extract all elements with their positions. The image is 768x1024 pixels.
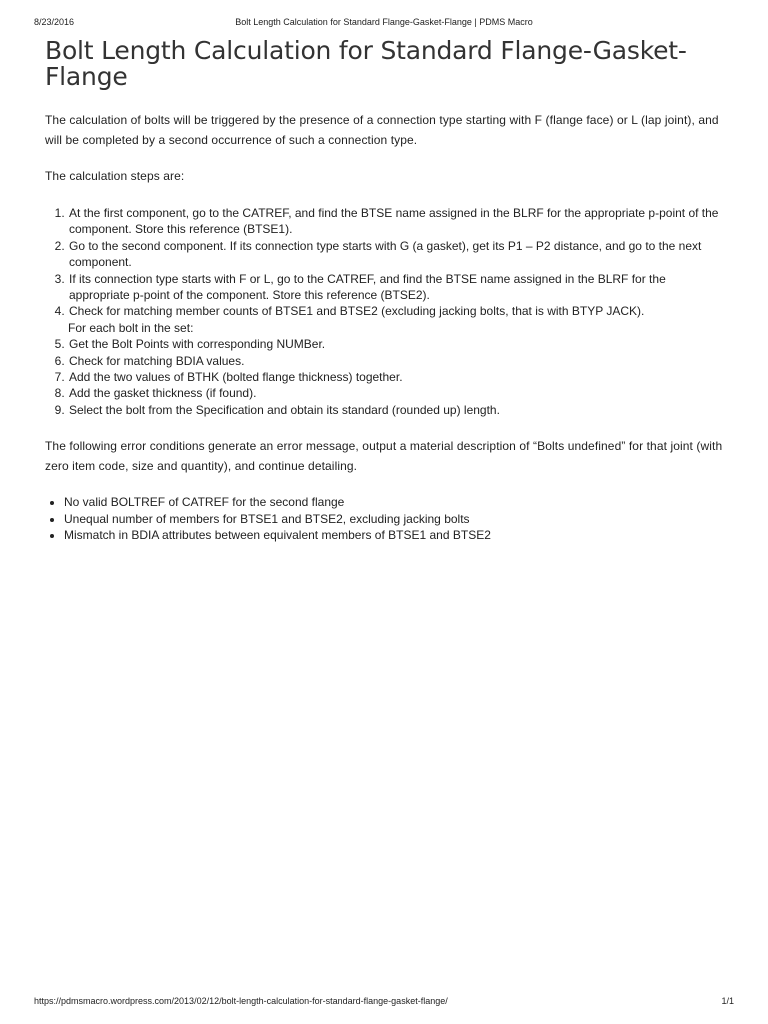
intro-paragraph: The calculation of bolts will be triggered by the presence of a connection type starting with F (flange face) or L (lap joint), and will be completed by a second occurrence of such a connection type. (45, 113, 719, 147)
error-conditions-paragraph: The following error conditions generate an error message, output a material description of “Bolts undefined” for that joint (with zero item code, size and quantity), and continue detailing. (45, 439, 723, 474)
step-item: 3. If its connection type starts with F or L, go to the CATREF, and find the BTSE name assigned in the BLRF for the appropriate p-point of the component. Store this reference (BTSE2). (68, 271, 725, 304)
step-item: 1. At the first component, go to the CATREF, and find the BTSE name assigned in the BLRF for the appropriate p-point of the component. Store this reference (BTSE1). (68, 205, 725, 238)
step-item: 7. Add the two values of BTHK (bolted flange thickness) together. (68, 369, 725, 385)
step-item: 2. Go to the second component. If its connection type starts with G (a gasket), get its P1 – P2 distance, and go to the next component. (68, 238, 725, 271)
print-footer (34, 996, 734, 1008)
error-item: • Unequal number of members for BTSE1 and BTSE2, excluding jacking bolts (64, 511, 725, 527)
step-item: 4. Check for matching member counts of BTSE1 and BTSE2 (excluding jacking bolts, that is with BTYP JACK). (68, 303, 725, 319)
page-url-link[interactable]: https://pdmsmacro.wordpress.com/2013/02/12/bolt-length-calculation-for-standard-flange-gasket-flange/ (34, 996, 448, 1006)
step-item: 8. Add the gasket thickness (if found). (68, 385, 725, 401)
print-page-title: Bolt Length Calculation for Standard Flange-Gasket-Flange | PDMS Macro (235, 17, 533, 27)
step-item: 5. Get the Bolt Points with corresponding NUMBer. (68, 336, 725, 352)
error-item: • No valid BOLTREF of CATREF for the second flange (64, 494, 725, 510)
error-conditions-list (45, 494, 725, 543)
page-number: 1/1 (721, 996, 734, 1006)
calculation-steps-list (45, 205, 725, 320)
article (45, 38, 725, 544)
step-item: 6. Check for matching BDIA values. (68, 353, 725, 369)
bolt-set-note: For each bolt in the set: (68, 320, 194, 335)
step-item: 9. Select the bolt from the Specification and obtain its standard (rounded up) length. (68, 402, 725, 418)
steps-intro-paragraph: The calculation steps are: (45, 169, 185, 183)
bolt-steps-list (45, 336, 725, 418)
article-title: Bolt Length Calculation for Standard Flange-Gasket-Flange (45, 36, 687, 91)
print-date: 8/23/2016 (34, 17, 75, 27)
error-item: • Mismatch in BDIA attributes between equivalent members of BTSE1 and BTSE2 (64, 527, 725, 543)
print-header (34, 17, 734, 29)
